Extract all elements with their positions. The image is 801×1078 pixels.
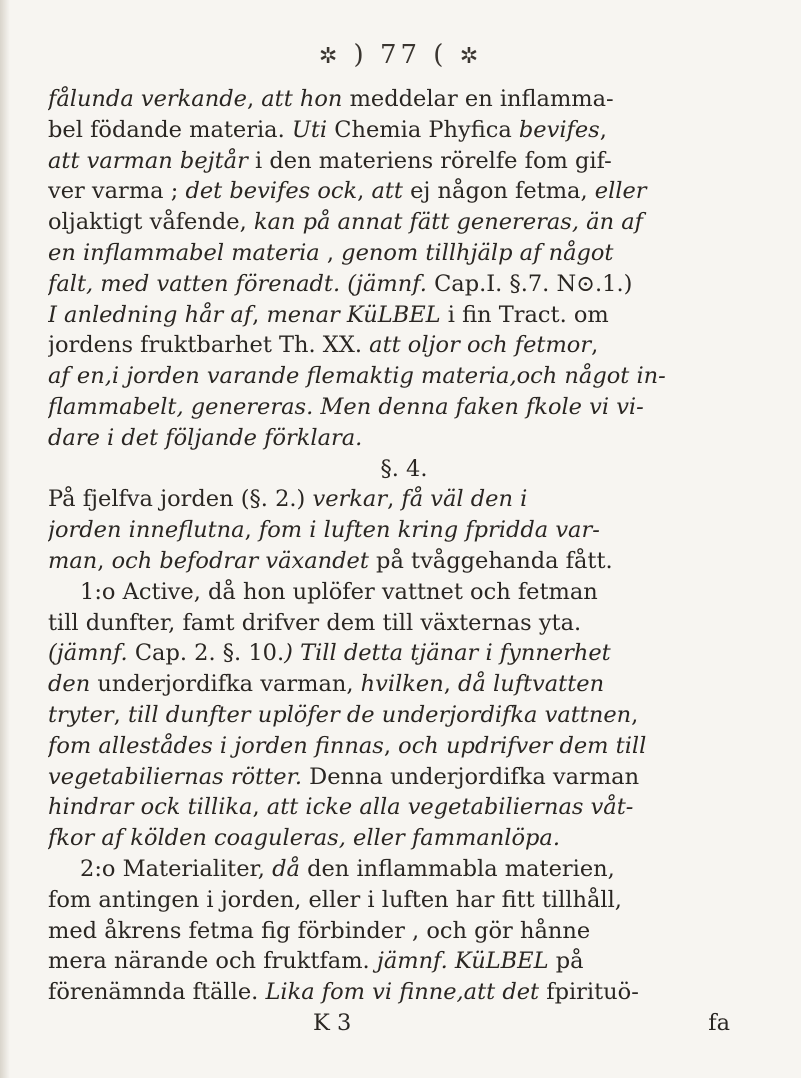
ornament-left-icon: ✲ bbox=[318, 44, 342, 69]
text-line bbox=[48, 823, 760, 854]
text-line bbox=[48, 885, 760, 916]
text-segment: till dunfter uplöfer de underjordifka vattnen bbox=[127, 701, 632, 728]
text-segment: fom allestådes i jorden finnas bbox=[48, 732, 384, 759]
text-segment: verkar bbox=[312, 486, 388, 513]
body-text bbox=[48, 84, 760, 1039]
text-segment: att hon bbox=[261, 86, 343, 112]
text-segment: att bbox=[371, 178, 403, 205]
section-heading: §. 4. bbox=[380, 455, 428, 482]
text-segment: af en,i jorden varande flemaktig materia,och något in- bbox=[48, 363, 666, 390]
text-segment: att icke alla vegetabiliernas våt- bbox=[266, 794, 634, 821]
text-line bbox=[48, 115, 760, 146]
text-segment: , bbox=[113, 701, 128, 728]
text-segment: att oljor och fetmor bbox=[369, 332, 592, 359]
text-segment: en inflammabel materia bbox=[48, 239, 320, 266]
text-line bbox=[48, 546, 760, 577]
text-segment: jordens fruktbarhet Th. XX. bbox=[48, 332, 370, 359]
text-line bbox=[48, 916, 760, 947]
text-segment: få väl den i bbox=[401, 486, 528, 513]
text-segment: Denna underjordifka varman bbox=[302, 763, 640, 790]
text-segment: , bbox=[252, 794, 267, 821]
page-header bbox=[0, 40, 801, 70]
text-segment: , bbox=[443, 671, 459, 698]
text-line bbox=[48, 392, 760, 423]
text-line bbox=[48, 207, 760, 238]
text-line bbox=[48, 423, 760, 454]
text-segment: tryter bbox=[48, 701, 114, 728]
text-line bbox=[48, 146, 760, 177]
paragraph-block-1 bbox=[48, 84, 760, 454]
text-segment: i fin Tract. om bbox=[440, 301, 609, 328]
text-segment: , bbox=[244, 517, 259, 544]
text-line bbox=[48, 792, 760, 823]
text-segment: vegetabiliernas rötter. bbox=[48, 763, 303, 790]
text-line bbox=[48, 669, 760, 700]
text-segment: ) bbox=[284, 640, 293, 667]
text-segment: mera närande och fruktfam. bbox=[48, 948, 377, 975]
text-line bbox=[48, 300, 760, 331]
page-gutter bbox=[0, 0, 10, 1078]
text-line bbox=[48, 577, 760, 608]
signature-mark: K 3 bbox=[313, 1009, 352, 1036]
text-line bbox=[48, 176, 760, 207]
text-segment: på tvåggehanda fått. bbox=[368, 547, 613, 574]
text-line bbox=[48, 946, 760, 977]
text-segment: fålunda verkande bbox=[48, 86, 247, 112]
text-segment: kan på annat fätt genereras, än af bbox=[253, 209, 643, 236]
text-segment: med åkrens fetma fig förbinder , och gör hånne bbox=[48, 917, 591, 944]
text-line bbox=[48, 608, 760, 639]
text-segment: man bbox=[48, 547, 98, 574]
text-segment: meddelar en inflamma- bbox=[342, 86, 614, 112]
text-segment: oljaktigt våfende, bbox=[48, 209, 254, 236]
text-segment: att varman bejtår bbox=[48, 147, 248, 174]
catchword: fa bbox=[708, 1009, 730, 1036]
text-segment: den inflammabla materien, bbox=[299, 855, 615, 882]
text-line bbox=[48, 515, 760, 546]
text-segment: falt, med vatten förenadt. (jämnf. bbox=[48, 270, 427, 297]
text-segment: På fjelfva jorden (§. 2.) bbox=[48, 486, 313, 513]
text-line bbox=[48, 731, 760, 762]
text-segment: och befodrar växandet bbox=[111, 547, 369, 574]
text-segment: underjordifka varman, bbox=[90, 671, 361, 698]
text-segment: dare i det följande förklara. bbox=[48, 424, 363, 451]
text-segment: menar KüLBEL bbox=[266, 301, 441, 328]
text-segment bbox=[293, 640, 300, 666]
text-line bbox=[48, 361, 760, 392]
text-segment: flammabelt, genereras. Men denna faken fkole vi vi- bbox=[48, 393, 644, 420]
text-segment: den bbox=[48, 671, 91, 698]
text-line bbox=[48, 330, 760, 361]
text-segment: Chemia Phyfica bbox=[327, 116, 519, 143]
text-segment: Cap. 2. §. 10. bbox=[127, 640, 285, 667]
paragraph-block-2 bbox=[48, 484, 760, 1008]
text-segment: till dunfter, famt drifver dem till växternas yta. bbox=[48, 609, 582, 636]
text-segment: (jämnf. bbox=[48, 640, 128, 667]
text-line bbox=[48, 700, 760, 731]
text-segment: förenämnda ftälle. bbox=[48, 979, 266, 1006]
text-segment: , bbox=[591, 332, 599, 359]
text-segment: , bbox=[631, 701, 639, 728]
text-segment: fkor af kölden coaguleras, eller fammanlöpa. bbox=[48, 825, 560, 852]
text-segment: jämnf. KüLBEL bbox=[376, 948, 549, 975]
text-segment: eller bbox=[594, 178, 647, 205]
text-segment: fpirituö- bbox=[539, 979, 639, 1006]
text-segment: då bbox=[272, 855, 300, 882]
text-segment: bel födande materia. bbox=[48, 116, 292, 143]
text-line bbox=[48, 84, 760, 115]
text-segment: , bbox=[387, 486, 402, 513]
text-segment: , bbox=[246, 86, 262, 112]
text-segment: i den materiens rörelfe fom gif- bbox=[247, 147, 612, 174]
page-footer bbox=[48, 1008, 760, 1039]
text-segment: Cap.I. §.7. N⊙.1.) bbox=[426, 270, 633, 297]
text-segment: det bevifes ock bbox=[185, 178, 358, 205]
text-segment: , bbox=[357, 178, 372, 205]
text-segment: , bbox=[319, 239, 342, 266]
text-segment: 1:o Active, då hon uplöfer vattnet och fetman bbox=[80, 578, 598, 605]
text-segment: , bbox=[97, 547, 112, 574]
text-segment: genom tillhjälp af något bbox=[341, 239, 614, 266]
text-segment: fom i luften kring fpridda var- bbox=[258, 517, 600, 544]
text-line bbox=[48, 638, 760, 669]
text-segment: ver varma ; bbox=[48, 178, 186, 205]
text-segment: , bbox=[252, 301, 267, 328]
text-segment: bevifes bbox=[518, 116, 600, 143]
text-segment: , bbox=[599, 116, 607, 143]
text-line bbox=[48, 854, 760, 885]
text-line bbox=[48, 484, 760, 515]
ornament-right-icon: ✲ bbox=[459, 44, 483, 69]
text-segment: Lika fom vi finne,att det bbox=[265, 979, 540, 1006]
text-segment: och updrifver dem till bbox=[398, 732, 647, 759]
text-segment: Till detta tjänar i fynnerhet bbox=[300, 640, 611, 667]
text-segment: I anledning hår af bbox=[48, 301, 253, 328]
text-segment: fom antingen i jorden, eller i luften har fitt tillhåll, bbox=[48, 886, 622, 913]
text-line bbox=[48, 762, 760, 793]
text-segment: hvilken bbox=[360, 671, 444, 698]
text-segment: hindrar ock tillika bbox=[48, 794, 253, 821]
text-line bbox=[48, 269, 760, 300]
text-segment: 2:o Materialiter, bbox=[80, 855, 273, 882]
text-segment: ej någon fetma, bbox=[402, 178, 595, 205]
text-segment: på bbox=[548, 948, 584, 975]
page-number: ) 77 ( bbox=[353, 40, 448, 70]
text-line bbox=[48, 238, 760, 269]
text-segment: då luftvatten bbox=[458, 671, 605, 698]
text-line bbox=[48, 977, 760, 1008]
text-segment: , bbox=[383, 732, 399, 759]
text-segment: Uti bbox=[291, 116, 328, 143]
text-segment: jorden inneflutna bbox=[48, 517, 245, 544]
